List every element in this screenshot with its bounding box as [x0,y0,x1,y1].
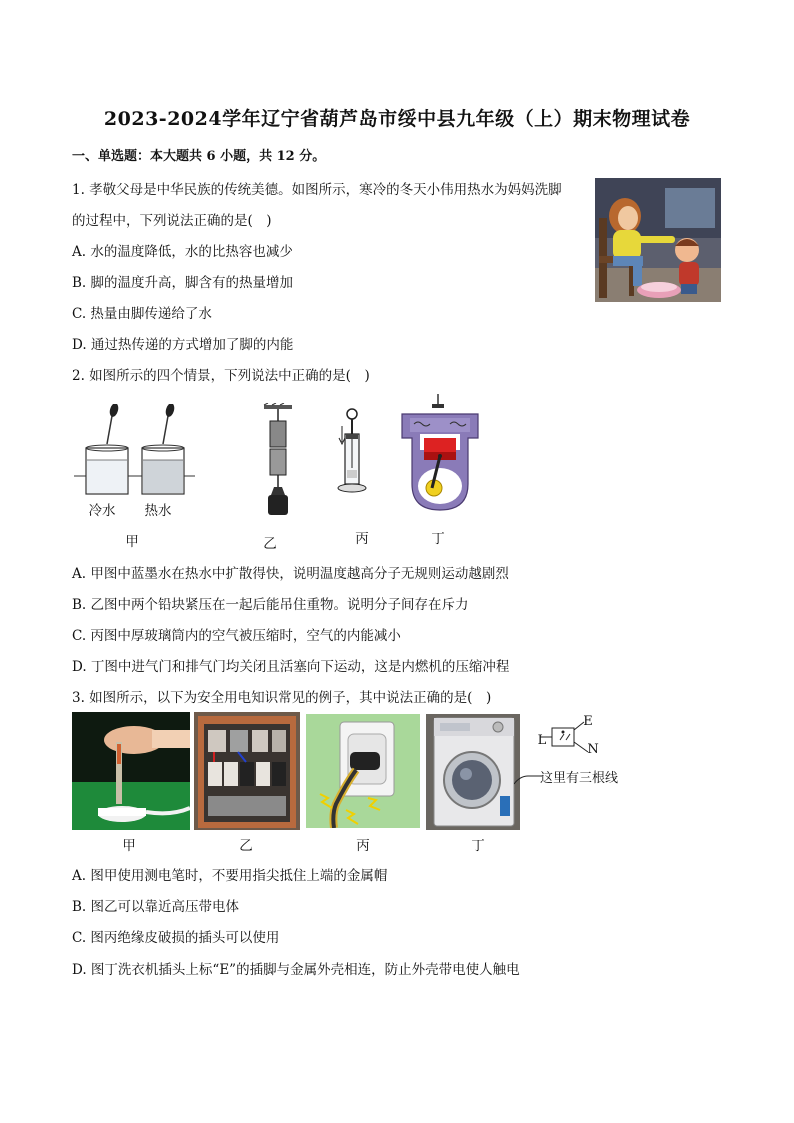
q3-label-jia: 甲 [122,838,136,854]
q2-option-b: B. 乙图中两个铅块紧压在一起后能吊住重物。说明分子间存在斥力 [72,597,469,613]
section-heading: 一、单选题：本大题共 6 小题，共 12 分。 [72,149,326,164]
label-N: N [587,742,599,757]
q2-option-d: D. 丁图中进气门和排气门均关闭且活塞向下运动，这是内燃机的压缩冲程 [72,659,510,675]
lead-blocks-diagram [258,403,298,519]
q3-label-bing: 丙 [356,838,370,854]
glass-cylinder-diagram [334,408,370,496]
washing-machine-photo [426,714,520,830]
q2-option-a: A. 甲图中蓝墨水在热水中扩散得快，说明温度越高分子无规则运动越剧烈 [72,566,509,582]
q1-option-d: D. 通过热传递的方式增加了脚的内能 [72,337,294,353]
label-L: L [537,733,547,748]
page-title: 2023-2024学年辽宁省葫芦岛市绥中县九年级（上）期末物理试卷 [103,108,691,130]
label-cold-water: 冷水 [88,503,116,519]
q2-option-c: C. 丙图中厚玻璃筒内的空气被压缩时，空气的内能减小 [72,628,401,644]
label-hot-water: 热水 [144,503,172,519]
q1-stem-line2: 的过程中，下列说法正确的是( ) [72,213,272,229]
q3-option-c: C. 图丙绝缘皮破损的插头可以使用 [72,930,280,946]
q2-label-jia: 甲 [125,534,139,550]
engine-diagram [398,394,482,512]
beakers-diagram [72,404,197,504]
q2-label-bing: 丙 [355,531,369,547]
distribution-box-photo [194,712,300,830]
q3-option-d: D. 图丁洗衣机插头上标“E”的插脚与金属外壳相连，防止外壳带电使人触电 [72,962,520,978]
q1-stem-line1: 1. 孝敬父母是中华民族的传统美德。如图所示，寒冷的冬天小伟用热水为妈妈洗脚 [72,182,562,198]
footwash-illustration [595,178,721,302]
test-pen-photo [72,712,190,830]
q3-option-a: A. 图甲使用测电笔时，不要用指尖抵住上端的金属帽 [72,868,388,884]
label-E: E [583,714,593,729]
q2-label-yi: 乙 [263,536,277,552]
damaged-plug-illustration [306,714,420,828]
q2-label-ding: 丁 [431,531,445,547]
q1-option-b: B. 脚的温度升高，脚含有的热量增加 [72,275,294,291]
q3-label-yi: 乙 [239,838,253,854]
q1-option-c: C. 热量由脚传递给了水 [72,306,212,322]
label-three-wires: 这里有三根线 [540,771,619,786]
q3-stem: 3. 如图所示，以下为安全用电知识常见的例子，其中说法正确的是( ) [72,690,492,706]
q3-option-b: B. 图乙可以靠近高压带电体 [72,899,240,915]
q1-option-a: A. 水的温度降低，水的比热容也减少 [72,244,293,260]
q3-label-ding: 丁 [471,838,485,854]
q2-stem: 2. 如图所示的四个情景，下列说法中正确的是( ) [72,368,370,384]
